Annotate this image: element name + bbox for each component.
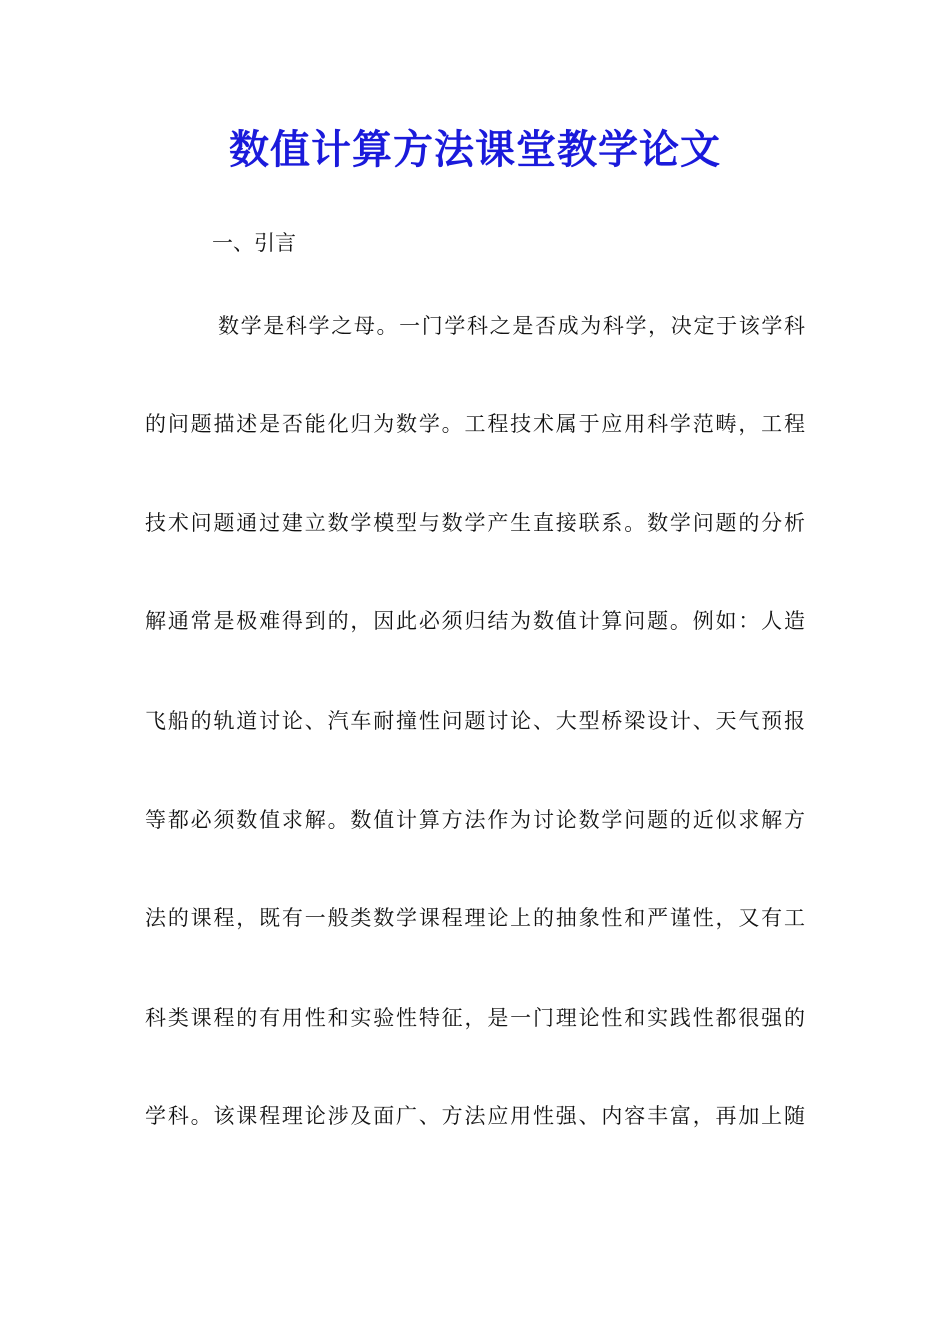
paragraph-line: 等都必须数值求解。数值计算方法作为讨论数学问题的近似求解方 — [145, 808, 805, 832]
document-title: 数值计算方法课堂教学论文 — [229, 126, 721, 173]
paragraph-line: 解通常是极难得到的，因此必须归结为数值计算问题。例如：人造 — [145, 609, 805, 633]
paragraph-line: 的问题描述是否能化归为数学。工程技术属于应用科学范畴，工程 — [145, 412, 805, 436]
paragraph-line: 技术问题通过建立数学模型与数学产生直接联系。数学问题的分析 — [145, 511, 805, 535]
paragraph-line: 科类课程的有用性和实验性特征，是一门理论性和实践性都很强的 — [145, 1006, 805, 1030]
paragraph-line: 数学是科学之母。一门学科之是否成为科学，决定于该学科 — [218, 314, 805, 338]
paragraph-line: 学科。该课程理论涉及面广、方法应用性强、内容丰富，再加上随 — [145, 1104, 805, 1128]
paragraph-line: 法的课程，既有一般类数学课程理论上的抽象性和严谨性，又有工 — [145, 906, 805, 930]
section-heading: 一、引言 — [212, 231, 296, 255]
paragraph-line: 飞船的轨道讨论、汽车耐撞性问题讨论、大型桥梁设计、天气预报 — [145, 709, 805, 733]
